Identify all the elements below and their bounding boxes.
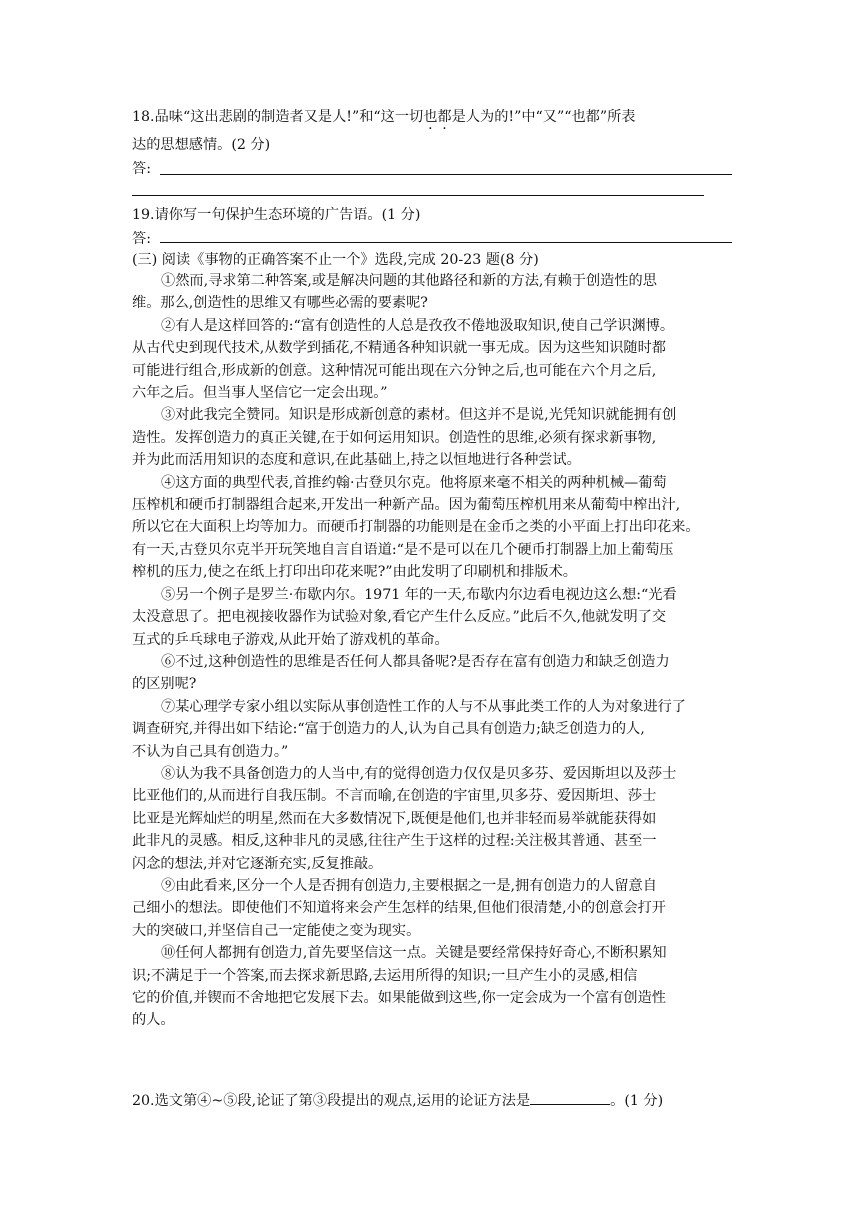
question-20	[132, 1090, 663, 1110]
paragraph-line: 己细小的想法。即使他们不知道将来会产生怎样的结果,但他们很清楚,小的创意会打开	[132, 900, 666, 917]
paragraph-line: 并为此而活用知识的态度和意识,在此基础上,持之以恒地进行各种尝试。	[132, 452, 581, 469]
paragraph-line: 有一天,古登贝尔克半开玩笑地自言自语道:“是不是可以在几个硬币打制器上加上葡萄压	[132, 541, 674, 558]
q18-emphasis-1: 也	[423, 109, 438, 125]
reading-passage	[132, 270, 732, 1032]
paragraph-line: 闪念的想法,并对它逐渐充实,反复推敲。	[132, 855, 383, 872]
paragraph-line: 榨机的压力,使之在纸上打印出印花来呢?”由此发明了印刷机和排版术。	[132, 564, 577, 581]
paragraph-line: 的区别呢?	[132, 676, 197, 693]
paragraph-6	[132, 651, 732, 696]
paragraph-4	[132, 472, 732, 584]
paragraph-line: ⑨由此看来,区分一个人是否拥有创造力,主要根据之一是,拥有创造力的人留意自	[161, 877, 657, 894]
q19-answer-label: 答:	[132, 231, 151, 247]
paragraph-1	[132, 270, 732, 315]
q18-answer-line-2[interactable]	[132, 195, 704, 196]
question-19: 19.请你写一句保护生态环境的广告语。(1 分)	[132, 207, 421, 223]
paragraph-10	[132, 942, 732, 1032]
q20-answer-blank[interactable]	[530, 1090, 610, 1105]
paragraph-line: 造性。发挥创造力的真正关键,在于如何运用知识。创造性的思维,必须有探求新事物,	[132, 429, 657, 446]
q18-text-b: 是人为的!”中“又”“也都”所表	[451, 109, 636, 125]
paragraph-line: 压榨机和硬币打制器组合起来,开发出一种新产品。因为葡萄压榨机用来从葡萄中榨出汁,	[132, 497, 681, 514]
paragraph-line: 六年之后。但当事人坚信它一定会出现。”	[132, 385, 388, 402]
q19-answer-line[interactable]	[160, 242, 732, 243]
paragraph-line: ⑥不过,这种创造性的思维是否任何人都具备呢?是否存在富有创造力和缺乏创造力	[161, 653, 670, 670]
section-3-heading: (三) 阅读《事物的正确答案不止一个》选段,完成 20-23 题(8 分)	[132, 252, 539, 268]
paragraph-line: 它的价值,并锲而不舍地把它发展下去。如果能做到这些,你一定会成为一个富有创造性	[132, 990, 666, 1006]
q20-text-before: 20.选文第④~⑤段,论证了第③段提出的观点,运用的论证方法是	[132, 1093, 531, 1109]
paragraph-line: 互式的乒乓球电子游戏,从此开始了游戏机的革命。	[132, 631, 449, 648]
question-18-line2: 达的思想感情。(2 分)	[132, 137, 271, 153]
paragraph-line: 维。那么,创造性的思维又有哪些必需的要素呢?	[132, 295, 428, 312]
paragraph-line: 比亚是光辉灿烂的明星,然而在大多数情况下,既便是他们,也并非轻而易举就能获得如	[132, 810, 657, 827]
q18-text-a: 18.品味“这出悲剧的制造者又是人!”和“这一切	[132, 109, 424, 125]
paragraph-line: 识;不满足于一个答案,而去探求新思路,去运用所得的知识;一旦产生小的灵感,相信	[132, 967, 638, 984]
paragraph-line: ②有人是这样回答的:“富有创造性的人总是孜孜不倦地汲取知识,使自己学识渊博。	[161, 317, 675, 334]
paragraph-line: 大的突破口,并坚信自己一定能使之变为现实。	[132, 922, 421, 939]
paragraph-8	[132, 763, 732, 875]
paragraph-line: 调查研究,并得出如下结论:“富于创造力的人,认为自己具有创造力;缺乏创造力的人,	[132, 721, 645, 738]
paragraph-line: 的人。	[132, 1012, 175, 1029]
paragraph-line: 太没意思了。把电视接收器作为试验对象,看它产生什么反应。”此后不久,他就发明了交	[132, 609, 667, 626]
q18-answer-line-1[interactable]	[160, 174, 732, 175]
question-18-line1	[132, 106, 635, 126]
q18-emphasis-2: 都	[437, 109, 452, 125]
paragraph-line: ⑩任何人都拥有创造力,首先要坚信这一点。关键是要经常保持好奇心,不断积累知	[161, 945, 667, 962]
paragraph-line: 从古代史到现代技术,从数学到插花,不精通各种知识就一事无成。因为这些知识随时都	[132, 340, 666, 357]
paragraph-line: ⑧认为我不具备创造力的人当中,有的觉得创造力仅仅是贝多芬、爱因斯坦以及莎士	[161, 765, 677, 782]
paragraph-line: 不认为自己具有创造力。”	[132, 743, 289, 760]
paragraph-9	[132, 875, 732, 942]
q20-text-after: 。(1 分)	[610, 1093, 664, 1109]
paragraph-line: ③对此我完全赞同。知识是形成新创意的素材。但这并不是说,光凭知识就能拥有创	[161, 407, 677, 424]
paragraph-3	[132, 404, 732, 471]
paragraph-2	[132, 315, 732, 405]
paragraph-line: ⑤另一个例子是罗兰·布歇内尔。1971 年的一天,布歇内尔边看电视边这么想:“光看	[161, 586, 677, 603]
paragraph-line: 所以它在大面积上均等加力。而硬币打制器的功能则是在金币之类的小平面上打出印花来。	[132, 519, 700, 536]
paragraph-line: ④这方面的典型代表,首推约翰·古登贝尔克。他将原来毫不相关的两种机械—葡萄	[161, 474, 667, 491]
paragraph-line: ⑦某心理学专家小组以实际从事创造性工作的人与不从事此类工作的人为对象进行了	[161, 698, 686, 715]
paragraph-line: 此非凡的灵感。相反,这种非凡的灵感,往往产生于这样的过程:关注极其普通、甚至一	[132, 833, 657, 850]
paragraph-line: 可能进行组合,形成新的创意。这种情况可能出现在六分钟之后,也可能在六个月之后,	[132, 362, 657, 379]
paragraph-5	[132, 584, 732, 651]
q18-answer-label: 答:	[132, 161, 151, 177]
paragraph-line: ①然而,寻求第二种答案,或是解决问题的其他路径和新的方法,有赖于创造性的思	[161, 273, 657, 289]
paragraph-line: 比亚他们的,从而进行自我压制。不言而喻,在创造的宇宙里,贝多芬、爱因斯坦、莎士	[132, 788, 657, 805]
paragraph-7	[132, 696, 732, 763]
